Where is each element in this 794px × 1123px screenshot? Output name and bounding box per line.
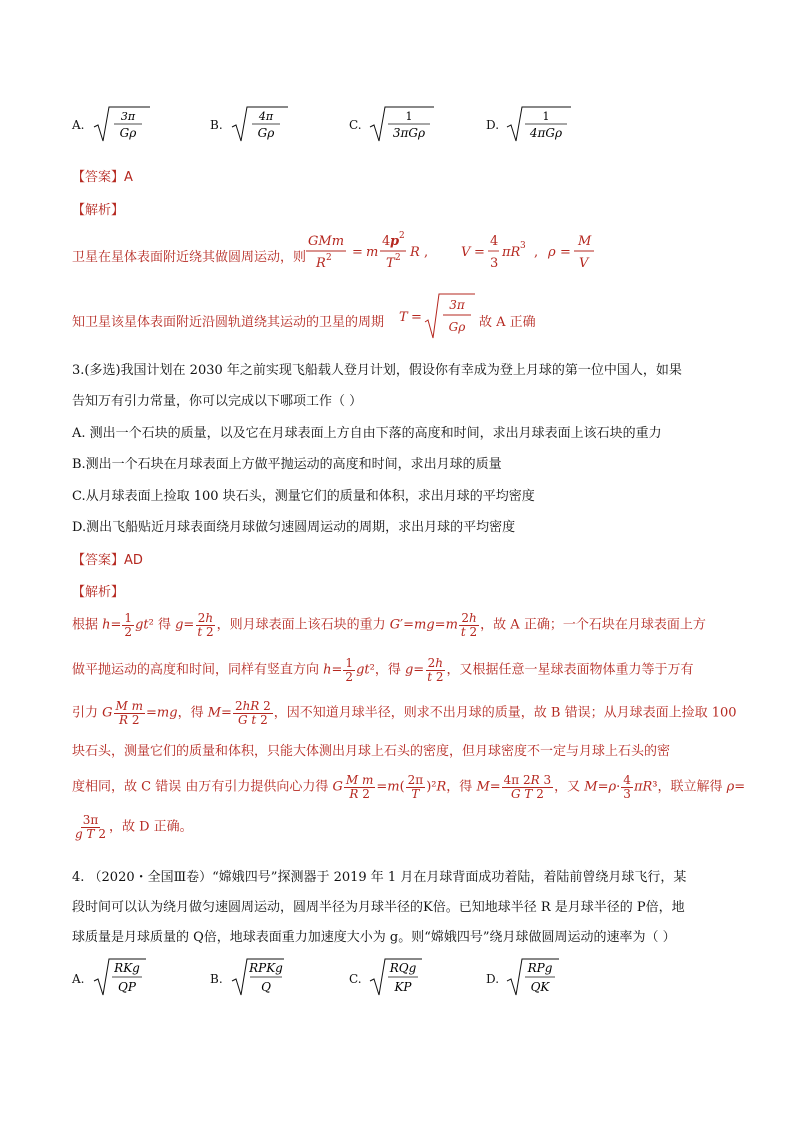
svg-text:4: 4 xyxy=(382,234,391,249)
svg-text:p: p xyxy=(390,234,400,249)
q4-option-c-sqrt xyxy=(368,955,424,999)
q2-option-b xyxy=(210,118,223,132)
q4-option-b xyxy=(210,972,223,986)
radicand-numerator: RPg xyxy=(527,961,553,975)
q3-option-a: A. 测出一个石块的质量，以及它在月球表面上方自由下落的高度和时间，求出月球表面上该石块的重力 xyxy=(72,426,662,441)
q3-analysis-line1: 根据 h= $\frac{1}{2}$ gt² 得 g= $\frac{2h}{t 2}$ ，则月球表面上该石块的重力 G′=mg=m $\frac{2h}{t 2}$ ，故 A 正确；一个石块在月球表面上方 xyxy=(72,611,706,639)
q3-option-d: D.测出飞船贴近月球表面绕月球做匀速圆周运动的周期，求出月球的平均密度 xyxy=(72,520,516,535)
svg-text:V: V xyxy=(579,256,589,271)
q2-option-a-sqrt xyxy=(92,103,152,145)
svg-text:=: = xyxy=(560,245,571,260)
answer-tag: 【答案】 xyxy=(72,553,125,568)
radicand-numerator: RQg xyxy=(389,961,417,975)
q3-analysis-line3: 引力 G $\frac{\text{M m}}{R 2}$ =mg，得 M= $\frac{2hR 2}{\text{G t 2}}$ ，因不知道月球半径，则求不出月球的质量，故 B 错误；从月球表面上捡取 100 xyxy=(72,699,737,727)
q2-analysis-tag: 【解析】 xyxy=(72,203,125,218)
q2-option-d xyxy=(486,118,499,132)
svg-text:,: , xyxy=(534,245,539,260)
radicand-denominator: 4πGρ xyxy=(529,126,563,140)
svg-text:M: M xyxy=(578,234,592,249)
radicand-numerator: 1 xyxy=(405,110,413,123)
option-label: A. xyxy=(72,118,85,132)
q2-option-a xyxy=(72,118,84,132)
q4-option-d-sqrt xyxy=(505,955,561,999)
q2-analysis-line2-formula xyxy=(399,290,479,340)
q2-option-d-sqrt xyxy=(505,103,573,145)
radicand-denominator: 3πGρ xyxy=(392,126,426,140)
q2-answer xyxy=(72,166,133,185)
radicand-denominator: Gρ xyxy=(119,126,137,140)
svg-text:ρ: ρ xyxy=(548,245,556,260)
radicand-numerator: 4π xyxy=(258,110,274,123)
svg-text:=: = xyxy=(411,310,422,325)
q3-analysis-line2: 做平抛运动的高度和时间，同样有竖直方向 h= $\frac{1}{2}$ gt²，得 g= $\frac{2h}{t 2}$ ，又根据任意一星球表面物体重力等于万有 xyxy=(72,656,694,684)
radicand-numerator: RPKg xyxy=(249,961,283,975)
q2-analysis-line2-tail: 故 A 正确 xyxy=(479,315,536,330)
answer-value: A xyxy=(124,170,133,185)
radicand-numerator: RKg xyxy=(114,961,140,975)
answer-value: AD xyxy=(124,553,143,568)
svg-text:3π: 3π xyxy=(449,298,465,312)
q2-analysis-line2-text: 知卫星该星体表面附近沿圆轨道绕其运动的卫星的周期 xyxy=(72,315,385,330)
q3-analysis-tag: 【解析】 xyxy=(72,585,125,600)
q2-option-c xyxy=(349,118,362,132)
q3-analysis-line4: 块石头，测量它们的质量和体积，只能大体测出月球上石头的密度，但月球密度不一定与月球上石头的密 xyxy=(72,744,671,759)
q3-stem-line1: 3.(多选)我国计划在 2030 年之前实现飞船载人登月计划，假设你有幸成为登上月球的第一位中国人，如果 xyxy=(72,363,682,378)
svg-text:R: R xyxy=(316,256,326,271)
q3-option-c: C.从月球表面上捡取 100 块石头，测量它们的质量和体积，求出月球的平均密度 xyxy=(72,489,535,504)
q4-option-a xyxy=(72,972,84,986)
svg-text:Gρ: Gρ xyxy=(448,320,466,334)
q3-answer xyxy=(72,549,143,568)
q4-option-b-sqrt xyxy=(230,955,286,999)
svg-text:4: 4 xyxy=(490,234,499,249)
option-label: D. xyxy=(486,972,500,986)
option-label: C. xyxy=(349,972,362,986)
svg-text:3: 3 xyxy=(490,256,499,271)
svg-text:2: 2 xyxy=(395,253,401,263)
svg-text:3: 3 xyxy=(520,241,526,251)
q4-option-d xyxy=(486,972,499,986)
q2-analysis-line1-text: 卫星在星体表面附近绕其做圆周运动，则 xyxy=(72,250,307,265)
svg-text:R: R xyxy=(410,245,420,260)
svg-text:V: V xyxy=(461,245,471,260)
q4-option-c xyxy=(349,972,362,986)
svg-text:πR: πR xyxy=(502,245,521,260)
q3-option-b: B.测出一个石块在月球表面上方做平抛运动的高度和时间，求出月球的质量 xyxy=(72,457,502,472)
q3-analysis-line5: 度相同，故 C 错误 由万有引力提供向心力得 G $\frac{\text{M m}}{R 2}$ =m( $\frac{2\pi}{T}$ )²R，得 M= $\frac{4\pi 2R 3}{\text{G T 2}}$ ，又 M=ρ· $\frac{4}{3}$ πR³，联立解得 ρ= xyxy=(72,773,746,801)
option-label: C. xyxy=(349,118,362,132)
radicand-denominator: QP xyxy=(118,980,136,994)
radicand-denominator: Q xyxy=(261,980,271,994)
svg-text:2: 2 xyxy=(326,253,332,263)
option-label: B. xyxy=(210,118,223,132)
answer-tag: 【答案】 xyxy=(72,170,125,185)
svg-text:T: T xyxy=(386,256,395,271)
radicand-denominator: QK xyxy=(530,980,550,994)
option-label: D. xyxy=(486,118,500,132)
q2-option-b-sqrt xyxy=(230,103,290,145)
q2-option-c-sqrt xyxy=(368,103,436,145)
option-label: A. xyxy=(72,972,85,986)
svg-text:,: , xyxy=(424,245,429,260)
svg-text:=: = xyxy=(474,245,485,260)
q2-analysis-line1-formula xyxy=(306,228,606,274)
radicand-denominator: KP xyxy=(394,980,412,994)
q4-stem-line3: 球质量是月球质量的 Q倍，地球表面重力加速度大小为 g。则“嫦娥四号”绕月球做圆周运动的速率为（ ） xyxy=(72,930,676,945)
q3-stem-line2: 告知万有引力常量，你可以完成以下哪项工作（ ） xyxy=(72,394,363,409)
q4-stem-line2: 段时间可以认为绕月做匀速圆周运动，圆周半径为月球半径的K倍。已知地球半径 R 是月球半径的 P倍，地 xyxy=(72,900,685,915)
radicand-denominator: Gρ xyxy=(257,126,275,140)
svg-text:2: 2 xyxy=(399,231,405,241)
q4-option-a-sqrt xyxy=(92,955,148,999)
radicand-numerator: 3π xyxy=(120,110,136,123)
option-label: B. xyxy=(210,972,223,986)
q3-analysis-line6: $\frac{3\pi}{\text{g T 2}}$ ，故 D 正确。 xyxy=(75,813,193,841)
q4-stem-line1: 4. （2020・全国Ⅲ卷）“嫦娥四号”探测器于 2019 年 1 月在月球背面成功着陆，着陆前曾绕月球飞行，某 xyxy=(72,870,687,885)
svg-text:T: T xyxy=(399,310,408,325)
svg-text:GMm: GMm xyxy=(308,234,345,249)
radicand-numerator: 1 xyxy=(542,110,550,123)
svg-text:m: m xyxy=(366,245,379,260)
svg-text:=: = xyxy=(352,245,363,260)
